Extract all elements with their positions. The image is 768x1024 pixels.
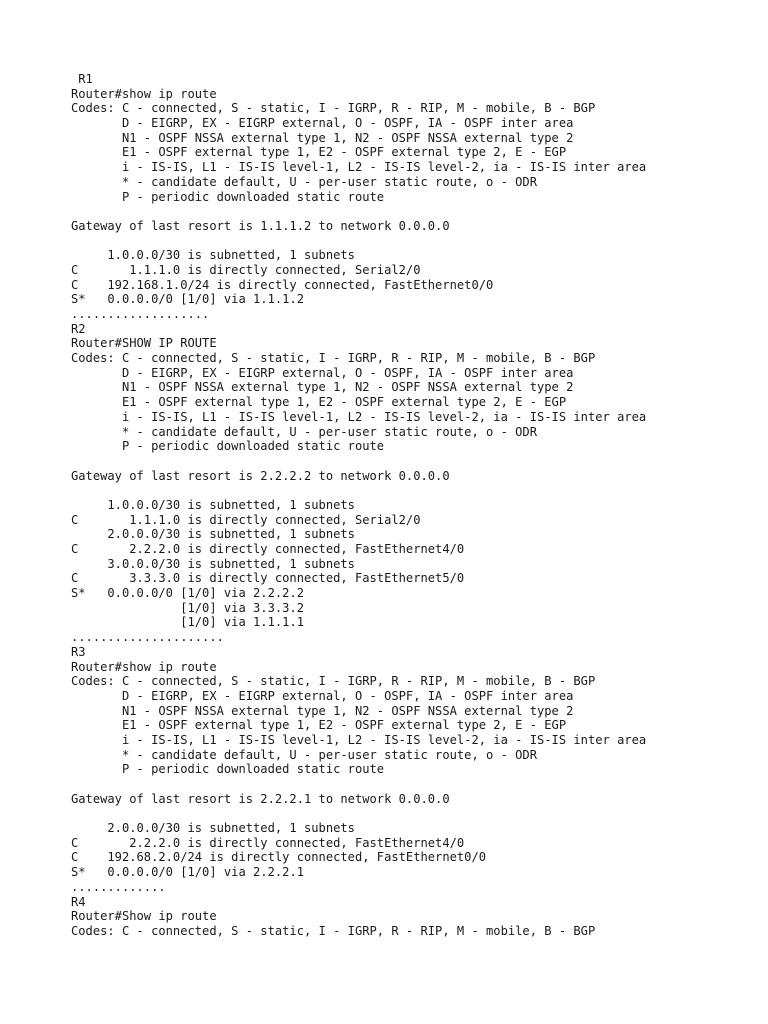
text-line (71, 454, 761, 469)
text-line: R3 (71, 644, 86, 659)
text-line: S* 0.0.0.0/0 [1/0] via 1.1.1.2 (71, 292, 304, 307)
text-line (71, 204, 761, 219)
document-body (71, 72, 761, 939)
text-line: * - candidate default, U - per-user static route, o - ODR (71, 747, 537, 762)
text-line: Router#SHOW IP ROUTE (71, 336, 217, 351)
text-line: N1 - OSPF NSSA external type 1, N2 - OSPF NSSA external type 2 (71, 380, 574, 395)
text-line: Codes: C - connected, S - static, I - IGRP, R - RIP, M - mobile, B - BGP (71, 674, 596, 689)
text-line: Codes: C - connected, S - static, I - IGRP, R - RIP, M - mobile, B - BGP (71, 923, 596, 938)
text-line: ................... (71, 307, 210, 321)
text-line: S* 0.0.0.0/0 [1/0] via 2.2.2.2 (71, 586, 304, 601)
text-line: Router#show ip route (71, 659, 217, 674)
text-line: Gateway of last resort is 2.2.2.2 to network 0.0.0.0 (71, 468, 450, 483)
text-line: P - periodic downloaded static route (71, 439, 385, 454)
text-line: N1 - OSPF NSSA external type 1, N2 - OSPF NSSA external type 2 (71, 130, 574, 145)
text-line: 2.0.0.0/30 is subnetted, 1 subnets (71, 527, 355, 542)
text-line: C 1.1.1.0 is directly connected, Serial2/0 (71, 262, 421, 277)
text-line: * - candidate default, U - per-user static route, o - ODR (71, 174, 537, 189)
text-line: P - periodic downloaded static route (71, 189, 385, 204)
text-line: S* 0.0.0.0/0 [1/0] via 2.2.2.1 (71, 865, 304, 880)
text-line: [1/0] via 3.3.3.2 (71, 600, 304, 615)
text-line: ............. (71, 879, 166, 894)
text-line: C 3.3.3.0 is directly connected, FastEthernet5/0 (71, 571, 465, 586)
text-line: C 1.1.1.0 is directly connected, Serial2/0 (71, 512, 421, 527)
text-line: C 2.2.2.0 is directly connected, FastEthernet4/0 (71, 542, 465, 556)
text-line: 3.0.0.0/30 is subnetted, 1 subnets (71, 556, 355, 571)
text-line: i - IS-IS, L1 - IS-IS level-1, L2 - IS-IS level-2, ia - IS-IS inter area (71, 160, 647, 175)
text-line: Gateway of last resort is 1.1.1.2 to network 0.0.0.0 (71, 218, 450, 233)
text-line: D - EIGRP, EX - EIGRP external, O - OSPF, IA - OSPF inter area (71, 116, 574, 131)
text-line: P - periodic downloaded static route (71, 762, 385, 777)
text-line: D - EIGRP, EX - EIGRP external, O - OSPF, IA - OSPF inter area (71, 688, 574, 703)
text-line: D - EIGRP, EX - EIGRP external, O - OSPF, IA - OSPF inter area (71, 365, 574, 380)
text-line: 2.0.0.0/30 is subnetted, 1 subnets (71, 821, 355, 836)
text-line: R2 (71, 321, 86, 336)
text-line: E1 - OSPF external type 1, E2 - OSPF external type 2, E - EGP (71, 145, 567, 160)
text-line: Codes: C - connected, S - static, I - IGRP, R - RIP, M - mobile, B - BGP (71, 101, 596, 116)
text-line (71, 483, 761, 498)
text-line: [1/0] via 1.1.1.1 (71, 615, 304, 630)
text-line: i - IS-IS, L1 - IS-IS level-1, L2 - IS-IS level-2, ia - IS-IS inter area (71, 409, 647, 424)
text-lines (71, 72, 761, 939)
text-line: 1.0.0.0/30 is subnetted, 1 subnets (71, 497, 355, 512)
text-line: 1.0.0.0/30 is subnetted, 1 subnets (71, 248, 355, 263)
text-line (71, 806, 761, 821)
text-line: ..................... (71, 630, 224, 645)
text-line: R4 (71, 894, 86, 909)
text-line: Gateway of last resort is 2.2.2.1 to network 0.0.0.0 (71, 791, 450, 806)
text-line: C 2.2.2.0 is directly connected, FastEthernet4/0 (71, 835, 465, 850)
text-line (71, 234, 761, 249)
text-line: Router#Show ip route (71, 909, 217, 924)
text-line: N1 - OSPF NSSA external type 1, N2 - OSPF NSSA external type 2 (71, 703, 574, 718)
text-line: R1 (71, 72, 93, 86)
text-line: i - IS-IS, L1 - IS-IS level-1, L2 - IS-IS level-2, ia - IS-IS inter area (71, 732, 647, 747)
text-line: Router#show ip route (71, 86, 217, 101)
text-line (71, 777, 761, 792)
text-line: E1 - OSPF external type 1, E2 - OSPF external type 2, E - EGP (71, 718, 567, 733)
text-line: * - candidate default, U - per-user static route, o - ODR (71, 424, 537, 439)
text-line: C 192.68.2.0/24 is directly connected, FastEthernet0/0 (71, 850, 487, 865)
text-line: C 192.168.1.0/24 is directly connected, FastEthernet0/0 (71, 277, 494, 292)
text-line: E1 - OSPF external type 1, E2 - OSPF external type 2, E - EGP (71, 395, 567, 410)
text-line: Codes: C - connected, S - static, I - IGRP, R - RIP, M - mobile, B - BGP (71, 351, 596, 366)
